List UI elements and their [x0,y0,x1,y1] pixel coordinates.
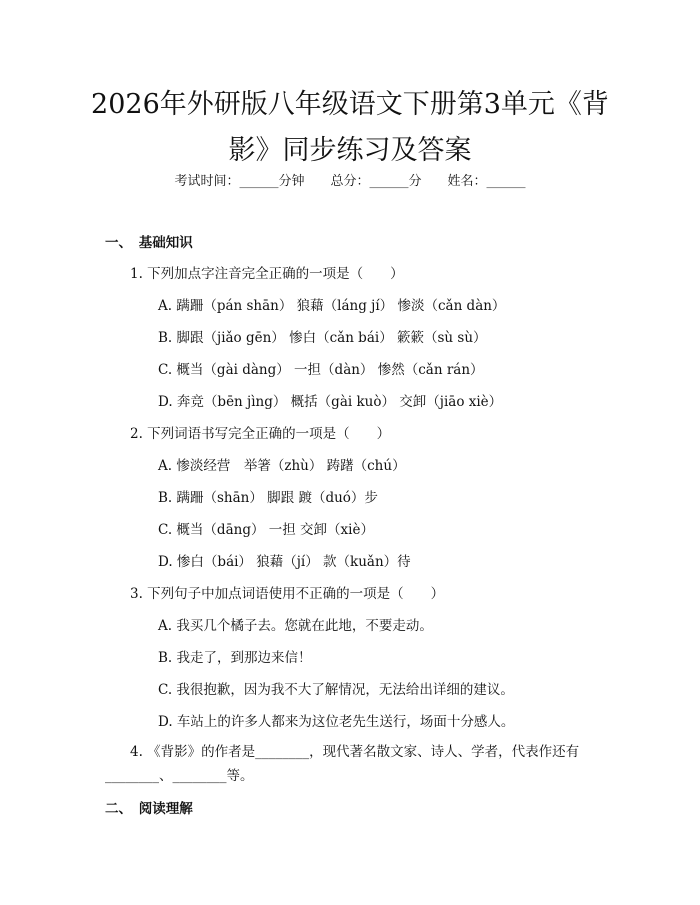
page-title [60,82,640,174]
q2-option-a: A. 惨淡经营 举箸（zhù） 踌躇（chú） [158,458,406,474]
q1-option-d: D. 奔竞（bēn jìng） 概括（gài kuò） 交卸（jiāo xiè） [158,394,503,410]
question-2: 2. 下列词语书写完全正确的一项是（ ） [130,426,391,442]
title-line-1: 2026年外研版八年级语文下册第3单元《背 [91,89,609,120]
q2-option-c: C. 概当（dāng） 一担 交卸（xiè） [158,522,374,538]
q3-option-b: B. 我走了，到那边来信！ [158,650,312,666]
q1-option-a: A. 蹒跚（pán shān） 狼藉（láng jí） 惨淡（cǎn dàn） [158,298,506,314]
exam-info: 考试时间：______分钟 总分：______分 姓名：______ [174,174,526,189]
q2-option-b: B. 蹒跚（shān） 脚跟 踱（duó）步 [158,490,378,506]
title-line-2: 影》同步练习及答案 [228,135,472,166]
question-1: 1. 下列加点字注音完全正确的一项是（ ） [130,266,404,282]
q1-option-b: B. 脚跟（jiǎo gēn） 惨白（cǎn bái） 簌簌（sù sù） [158,330,487,346]
question-3: 3. 下列句子中加点词语使用不正确的一项是（ ） [130,586,445,602]
question-4-line-2: ________、________等。 [105,768,254,784]
question-4-line-1: 4. 《背影》的作者是________，现代著名散文家、诗人、学者，代表作还有 [130,744,580,760]
q2-option-d: D. 惨白（bái） 狼藉（jí） 款（kuǎn）待 [158,554,411,570]
q3-option-c: C. 我很抱歉，因为我不大了解情况，无法给出详细的建议。 [158,682,514,698]
q1-option-c: C. 概当（gài dàng） 一担（dàn） 惨然（cǎn rán） [158,362,484,378]
q3-option-d: D. 车站上的许多人都来为这位老先生送行，场面十分感人。 [158,714,515,730]
section-heading-reading: 二、 阅读理解 [105,801,193,817]
q3-option-a: A. 我买几个橘子去。您就在此地，不要走动。 [158,618,433,634]
section-heading-basic: 一、 基础知识 [105,235,193,251]
